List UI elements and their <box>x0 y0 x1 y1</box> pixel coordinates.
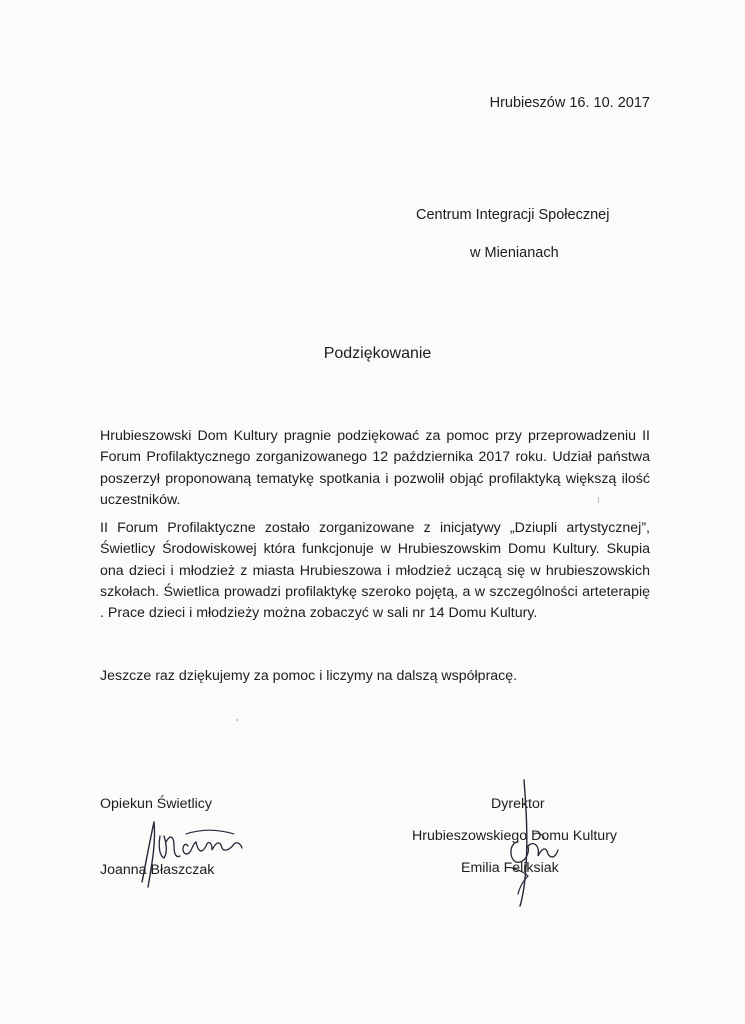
handwritten-signature-right <box>498 776 568 910</box>
letter-title-text: Podziękowanie <box>323 345 432 362</box>
scan-speck <box>598 497 599 503</box>
signatory-title-right: Dyrektor <box>491 796 545 812</box>
signatory-title-left: Opiekun Świetlicy <box>100 796 212 812</box>
recipient-line-2: w Mienianach <box>470 245 559 261</box>
body-paragraph-3: Jeszcze raz dziękujemy za pomoc i liczymy na dalszą współpracę. <box>100 668 518 684</box>
signatory-name-left: Joanna Błaszczak <box>100 862 215 878</box>
handwritten-signature-left <box>136 812 246 892</box>
body-paragraph-2: II Forum Profilaktyczne zostało zorganizowane z inicjatywy „Dziupli artystycznej”, Świetlicy Środowiskowej która funkcjonuje w Hrubieszowskim Domu Kultury. Skupia ona dzieci i młodzież z miasta Hrubieszowa i młodzież uczącą się w hrubieszowskich szkołach. Świetlica prowadzi profilaktykę szeroko pojętą, a w szczególności arteterapię . Prace dzieci i młodzieży można zobaczyć w sali nr 14 Domu Kultury. <box>100 520 650 622</box>
letter-title <box>0 344 745 364</box>
body-paragraph-1: Hrubieszowski Dom Kultury pragnie podziękować za pomoc przy przeprowadzeniu II Forum Profilaktycznego zorganizowanego 12 października 2017 roku. Udział państwa poszerzył proponowaną tematykę spotkania i pozwolił objąć profilaktyką większą ilość uczestników. <box>100 428 650 508</box>
signatory-organization-right: Hrubieszowskiego Domu Kultury <box>412 828 618 844</box>
date-line: Hrubieszów 16. 10. 2017 <box>489 95 650 111</box>
recipient-line-1: Centrum Integracji Społecznej <box>416 207 610 223</box>
scan-speck <box>236 719 238 721</box>
signatory-name-right: Emilia Feliksiak <box>461 860 559 876</box>
